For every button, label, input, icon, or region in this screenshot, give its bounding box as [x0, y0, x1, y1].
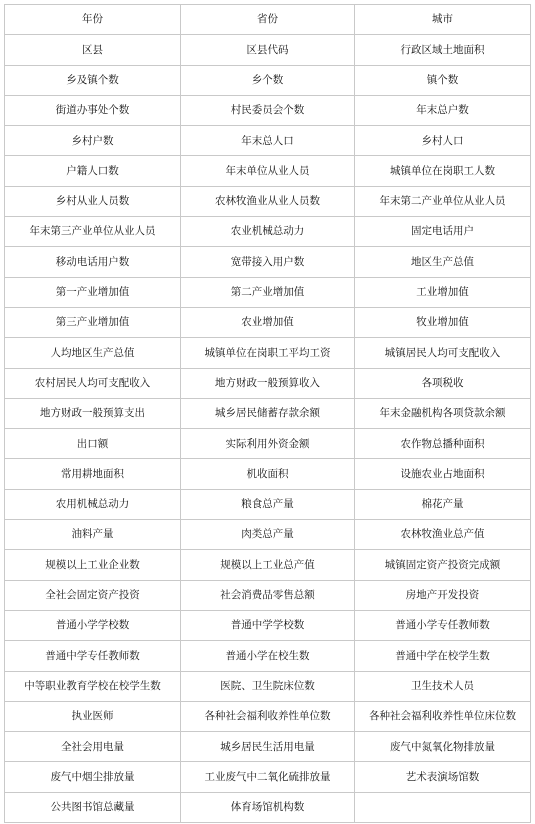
- table-row: [5, 307, 531, 337]
- table-row: [5, 95, 531, 125]
- table-cell: 各种社会福利收养性单位数: [181, 701, 355, 731]
- table-cell: 宽带接入用户数: [181, 247, 355, 277]
- table-row: [5, 732, 531, 762]
- table-cell: 废气中烟尘排放量: [5, 762, 181, 792]
- table-row: [5, 520, 531, 550]
- table-cell: 公共图书馆总藏量: [5, 792, 181, 822]
- table-cell: 年末总人口: [181, 126, 355, 156]
- table-cell: 年末单位从业人员: [181, 156, 355, 186]
- table-row: [5, 156, 531, 186]
- table-row: [5, 247, 531, 277]
- table-row: [5, 459, 531, 489]
- table-cell: 设施农业占地面积: [355, 459, 531, 489]
- table-cell: 城乡居民生活用电量: [181, 732, 355, 762]
- table-row: [5, 762, 531, 792]
- table-cell: 各种社会福利收养性单位床位数: [355, 701, 531, 731]
- table-cell: 体育场馆机构数: [181, 792, 355, 822]
- table-row: [5, 368, 531, 398]
- table-cell: 乡村从业人员数: [5, 186, 181, 216]
- table-cell: [355, 792, 531, 822]
- table-cell: 中等职业教育学校在校学生数: [5, 671, 181, 701]
- table-row: [5, 671, 531, 701]
- table-cell: 镇个数: [355, 65, 531, 95]
- table-row: [5, 186, 531, 216]
- table-cell: 房地产开发投资: [355, 580, 531, 610]
- table-cell: 艺术表演场馆数: [355, 762, 531, 792]
- table-cell: 第三产业增加值: [5, 307, 181, 337]
- table-row: [5, 398, 531, 428]
- table-cell: 普通中学专任教师数: [5, 641, 181, 671]
- table-cell: 城镇单位在岗职工平均工资: [181, 338, 355, 368]
- table-row: [5, 580, 531, 610]
- table-cell: 规模以上工业企业数: [5, 550, 181, 580]
- table-cell: 街道办事处个数: [5, 95, 181, 125]
- table-row: [5, 65, 531, 95]
- table-cell: 普通小学专任教师数: [355, 610, 531, 640]
- table-cell: 年末第三产业单位从业人员: [5, 217, 181, 247]
- table-row: [5, 217, 531, 247]
- table-cell: 执业医师: [5, 701, 181, 731]
- table-cell: 地方财政一般预算收入: [181, 368, 355, 398]
- table-cell: 普通中学在校学生数: [355, 641, 531, 671]
- table-cell: 第二产业增加值: [181, 277, 355, 307]
- table-cell: 乡村人口: [355, 126, 531, 156]
- table-cell: 区县: [5, 35, 181, 65]
- table-cell: 废气中氮氧化物排放量: [355, 732, 531, 762]
- table-cell: 乡村户数: [5, 126, 181, 156]
- table-row: [5, 429, 531, 459]
- table-header-row: [5, 5, 531, 35]
- indicator-table-body: [5, 5, 531, 823]
- indicator-table: [4, 4, 531, 823]
- table-cell: 地区生产总值: [355, 247, 531, 277]
- table-header-cell: 城市: [355, 5, 531, 35]
- table-cell: 规模以上工业总产值: [181, 550, 355, 580]
- table-cell: 行政区域土地面积: [355, 35, 531, 65]
- table-row: [5, 126, 531, 156]
- table-cell: 肉类总产量: [181, 520, 355, 550]
- table-cell: 城镇固定资产投资完成额: [355, 550, 531, 580]
- table-cell: 各项税收: [355, 368, 531, 398]
- table-cell: 区县代码: [181, 35, 355, 65]
- table-cell: 年末金融机构各项贷款余额: [355, 398, 531, 428]
- table-cell: 粮食总产量: [181, 489, 355, 519]
- table-cell: 乡及镇个数: [5, 65, 181, 95]
- table-cell: 油料产量: [5, 520, 181, 550]
- table-cell: 地方财政一般预算支出: [5, 398, 181, 428]
- table-cell: 农作物总播种面积: [355, 429, 531, 459]
- table-cell: 医院、卫生院床位数: [181, 671, 355, 701]
- table-cell: 农用机械总动力: [5, 489, 181, 519]
- table-cell: 移动电话用户数: [5, 247, 181, 277]
- table-header-cell: 年份: [5, 5, 181, 35]
- table-cell: 农林牧渔业从业人员数: [181, 186, 355, 216]
- table-cell: 常用耕地面积: [5, 459, 181, 489]
- table-cell: 全社会用电量: [5, 732, 181, 762]
- table-cell: 城乡居民储蓄存款余额: [181, 398, 355, 428]
- table-cell: 全社会固定资产投资: [5, 580, 181, 610]
- table-row: [5, 641, 531, 671]
- table-row: [5, 610, 531, 640]
- table-row: [5, 550, 531, 580]
- table-cell: 牧业增加值: [355, 307, 531, 337]
- table-cell: 工业增加值: [355, 277, 531, 307]
- table-cell: 社会消费品零售总额: [181, 580, 355, 610]
- table-row: [5, 338, 531, 368]
- table-row: [5, 792, 531, 822]
- table-cell: 普通中学学校数: [181, 610, 355, 640]
- table-cell: 棉花产量: [355, 489, 531, 519]
- table-row: [5, 489, 531, 519]
- table-cell: 卫生技术人员: [355, 671, 531, 701]
- table-cell: 农林牧渔业总产值: [355, 520, 531, 550]
- table-cell: 人均地区生产总值: [5, 338, 181, 368]
- table-cell: 机收面积: [181, 459, 355, 489]
- table-cell: 农业机械总动力: [181, 217, 355, 247]
- table-cell: 工业废气中二氧化硫排放量: [181, 762, 355, 792]
- table-cell: 年末第二产业单位从业人员: [355, 186, 531, 216]
- table-cell: 出口额: [5, 429, 181, 459]
- table-cell: 普通小学学校数: [5, 610, 181, 640]
- table-cell: 城镇居民人均可支配收入: [355, 338, 531, 368]
- table-cell: 农业增加值: [181, 307, 355, 337]
- table-row: [5, 35, 531, 65]
- table-cell: 第一产业增加值: [5, 277, 181, 307]
- table-row: [5, 701, 531, 731]
- table-header-cell: 省份: [181, 5, 355, 35]
- table-cell: 实际利用外资金额: [181, 429, 355, 459]
- table-row: [5, 277, 531, 307]
- table-cell: 村民委员会个数: [181, 95, 355, 125]
- table-cell: 固定电话用户: [355, 217, 531, 247]
- table-cell: 年末总户数: [355, 95, 531, 125]
- table-cell: 农村居民人均可支配收入: [5, 368, 181, 398]
- table-cell: 乡个数: [181, 65, 355, 95]
- table-cell: 普通小学在校生数: [181, 641, 355, 671]
- table-cell: 户籍人口数: [5, 156, 181, 186]
- table-cell: 城镇单位在岗职工人数: [355, 156, 531, 186]
